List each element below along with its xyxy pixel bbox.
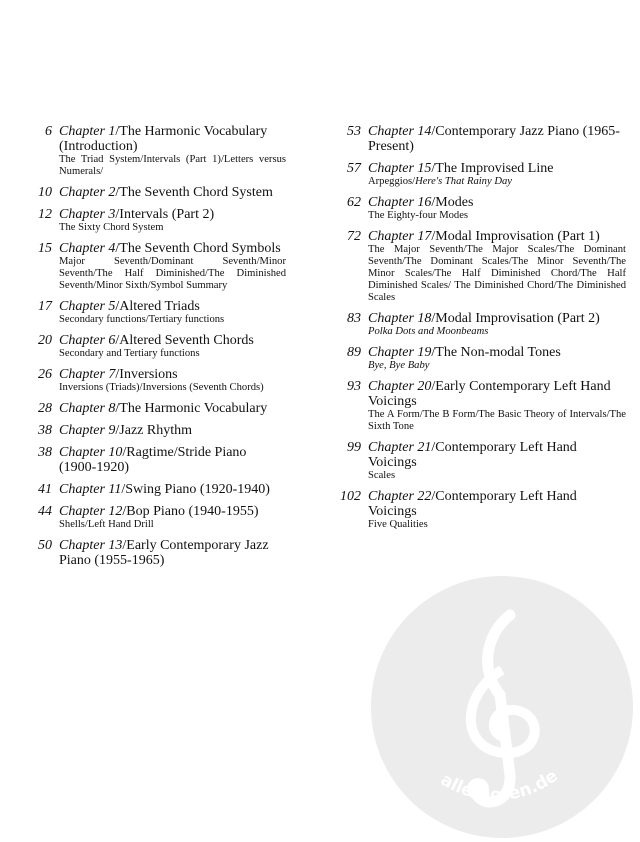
page-number: 93 — [347, 379, 361, 394]
page-number: 17 — [38, 299, 52, 314]
chapter-label: Chapter 5 — [59, 299, 116, 314]
chapter-name: /The Improvised Line — [431, 161, 554, 176]
subtopic-text: Bye, Bye Baby — [368, 360, 430, 371]
toc-entry[interactable] — [18, 423, 286, 438]
chapter-title — [368, 379, 626, 409]
page-number: 72 — [347, 229, 361, 244]
chapter-subtopics — [59, 382, 286, 394]
chapter-name: /Bop Piano (1940-1955) — [122, 504, 259, 519]
toc-entry[interactable] — [18, 538, 286, 568]
page-number: 57 — [347, 161, 361, 176]
subtopic-text: Polka Dots and Moonbeams — [368, 326, 489, 337]
chapter-title — [368, 161, 626, 176]
chapter-label: Chapter 15 — [368, 161, 432, 176]
page-number: 53 — [347, 124, 361, 139]
chapter-name: /Swing Piano (1920-1940) — [121, 482, 270, 497]
page-number: 10 — [38, 185, 52, 200]
chapter-label: Chapter 2 — [59, 185, 116, 200]
toc-entry[interactable] — [18, 299, 286, 326]
chapter-title — [368, 229, 626, 244]
chapter-subtopics — [368, 244, 626, 304]
subtopic-text: Shells/Left Hand Drill — [59, 519, 154, 530]
chapter-title — [59, 185, 286, 200]
chapter-subtopics — [368, 360, 626, 372]
chapter-title — [368, 345, 626, 360]
chapter-title — [368, 124, 626, 154]
page-number: 20 — [38, 333, 52, 348]
page-number: 62 — [347, 195, 361, 210]
chapter-label: Chapter 17 — [368, 229, 432, 244]
chapter-label: Chapter 12 — [59, 504, 123, 519]
toc-entry[interactable] — [18, 482, 286, 497]
chapter-name: /Modal Improvisation (Part 1) — [431, 229, 600, 244]
chapter-title — [59, 504, 286, 519]
chapter-label: Chapter 20 — [368, 379, 432, 394]
chapter-label: Chapter 13 — [59, 538, 123, 553]
chapter-subtopics — [59, 222, 286, 234]
chapter-label: Chapter 19 — [368, 345, 432, 360]
toc-entry[interactable] — [318, 345, 626, 372]
chapter-subtopics — [368, 470, 626, 482]
page-number: 102 — [340, 489, 361, 504]
subtopic-text: Major Seventh/Dominant Seventh/Minor Seventh/The Half Diminished/The Diminished Seventh/Minor Sixth/Symbol Summary — [59, 256, 286, 291]
page-number: 41 — [38, 482, 52, 497]
chapter-subtopics — [368, 519, 626, 531]
chapter-subtopics — [368, 326, 626, 338]
toc-entry[interactable] — [318, 379, 626, 433]
chapter-label: Chapter 16 — [368, 195, 432, 210]
chapter-subtopics — [59, 519, 286, 531]
chapter-title — [368, 311, 626, 326]
subtopic-text: Inversions (Triads)/Inversions (Seventh Chords) — [59, 382, 264, 393]
subtopic-text: Five Qualities — [368, 519, 428, 530]
toc-entry[interactable] — [18, 367, 286, 394]
chapter-name: /Ragtime/Stride Piano (1900-1920) — [59, 445, 247, 475]
chapter-label: Chapter 8 — [59, 401, 116, 416]
watermark-text: alle-noten.de — [436, 765, 562, 806]
chapter-name: /Modes — [431, 195, 474, 210]
chapter-subtopics — [368, 210, 626, 222]
page-number: 44 — [38, 504, 52, 519]
page-number: 50 — [38, 538, 52, 553]
subtopic-text: Arpeggios/ — [368, 176, 416, 187]
chapter-label: Chapter 18 — [368, 311, 432, 326]
chapter-subtopics — [368, 409, 626, 433]
page-number: 15 — [38, 241, 52, 256]
toc-entry[interactable] — [318, 311, 626, 338]
chapter-name: /Contemporary Left Hand Voicings — [368, 489, 577, 519]
chapter-label: Chapter 4 — [59, 241, 116, 256]
toc-entry[interactable] — [18, 401, 286, 416]
chapter-title — [59, 445, 286, 475]
toc-entry[interactable] — [318, 195, 626, 222]
toc-entry[interactable] — [318, 489, 626, 531]
chapter-name: /Modal Improvisation (Part 2) — [431, 311, 600, 326]
toc-entry[interactable] — [318, 229, 626, 304]
toc-entry[interactable] — [318, 161, 626, 188]
chapter-label: Chapter 11 — [59, 482, 122, 497]
chapter-name: /The Non-modal Tones — [431, 345, 561, 360]
chapter-subtopics — [59, 154, 286, 178]
chapter-title — [59, 401, 286, 416]
chapter-title — [59, 538, 286, 568]
chapter-name: /The Seventh Chord System — [115, 185, 273, 200]
toc-entry[interactable] — [318, 440, 626, 482]
chapter-title — [368, 195, 626, 210]
chapter-label: Chapter 22 — [368, 489, 432, 504]
chapter-subtopics — [368, 176, 626, 188]
chapter-title — [59, 299, 286, 314]
chapter-name: /The Harmonic Vocabulary (Introduction) — [59, 124, 268, 154]
treble-clef-watermark-icon — [370, 575, 634, 839]
chapter-name: /Jazz Rhythm — [115, 423, 192, 438]
chapter-title — [59, 423, 286, 438]
subtopic-text: The Triad System/Intervals (Part 1)/Letters versus Numerals/ — [59, 154, 286, 177]
toc-entry[interactable] — [18, 207, 286, 234]
chapter-title — [59, 124, 286, 154]
subtopic-text: Secondary functions/Tertiary functions — [59, 314, 225, 325]
chapter-name: /The Seventh Chord Symbols — [115, 241, 281, 256]
toc-entry[interactable] — [18, 333, 286, 360]
page-number: 99 — [347, 440, 361, 455]
chapter-subtopics — [59, 348, 286, 360]
chapter-label: Chapter 1 — [59, 124, 116, 139]
toc-entry[interactable] — [18, 504, 286, 531]
chapter-title — [368, 440, 626, 470]
page-number: 26 — [38, 367, 52, 382]
page-number: 38 — [38, 445, 52, 460]
toc-entry[interactable] — [18, 185, 286, 200]
subtopic-text: The A Form/The B Form/The Basic Theory of Intervals/The Sixth Tone — [368, 409, 626, 432]
toc-right-column — [318, 124, 626, 538]
page-number: 89 — [347, 345, 361, 360]
chapter-title — [59, 207, 286, 222]
chapter-label: Chapter 10 — [59, 445, 123, 460]
chapter-name: /Inversions — [115, 367, 178, 382]
page-number: 28 — [38, 401, 52, 416]
chapter-label: Chapter 14 — [368, 124, 432, 139]
subtopic-text: Secondary and Tertiary functions — [59, 348, 200, 359]
page-number: 6 — [45, 124, 52, 139]
toc-left-column — [18, 124, 286, 575]
page-number: 12 — [38, 207, 52, 222]
chapter-label: Chapter 9 — [59, 423, 116, 438]
subtopic-text: The Eighty-four Modes — [368, 210, 469, 221]
page-number: 83 — [347, 311, 361, 326]
page-number: 38 — [38, 423, 52, 438]
chapter-title — [59, 482, 286, 497]
toc-entry[interactable] — [318, 124, 626, 154]
subtopic-text: Scales — [368, 470, 396, 481]
chapter-name: /Contemporary Left Hand Voicings — [368, 440, 577, 470]
toc-entry[interactable] — [18, 445, 286, 475]
toc-entry[interactable] — [18, 241, 286, 292]
subtopic-text: The Major Seventh/The Major Scales/The Dominant Seventh/The Dominant Scales/The Minor Seventh/The Minor Scales/The Half Diminished Chord/The Half Diminished Scales/ The Diminished Chord/The Diminished Scales — [368, 244, 626, 303]
chapter-name: /Contemporary Jazz Piano (1965-Present) — [368, 124, 620, 154]
chapter-label: Chapter 6 — [59, 333, 116, 348]
chapter-title — [59, 241, 286, 256]
chapter-name: /The Harmonic Vocabulary — [115, 401, 268, 416]
chapter-subtopics — [59, 314, 286, 326]
subtopic-text: The Sixty Chord System — [59, 222, 164, 233]
chapter-title — [368, 489, 626, 519]
toc-entry[interactable] — [18, 124, 286, 178]
chapter-subtopics — [59, 256, 286, 292]
subtopic-text: Here's That Rainy Day — [415, 176, 512, 187]
chapter-label: Chapter 7 — [59, 367, 116, 382]
chapter-name: /Early Contemporary Jazz Piano (1955-1965) — [59, 538, 269, 568]
chapter-name: /Intervals (Part 2) — [115, 207, 215, 222]
chapter-title — [59, 367, 286, 382]
chapter-name: /Altered Triads — [115, 299, 200, 314]
chapter-label: Chapter 21 — [368, 440, 432, 455]
chapter-name: /Early Contemporary Left Hand Voicings — [368, 379, 611, 409]
chapter-name: /Altered Seventh Chords — [115, 333, 254, 348]
chapter-label: Chapter 3 — [59, 207, 116, 222]
chapter-title — [59, 333, 286, 348]
